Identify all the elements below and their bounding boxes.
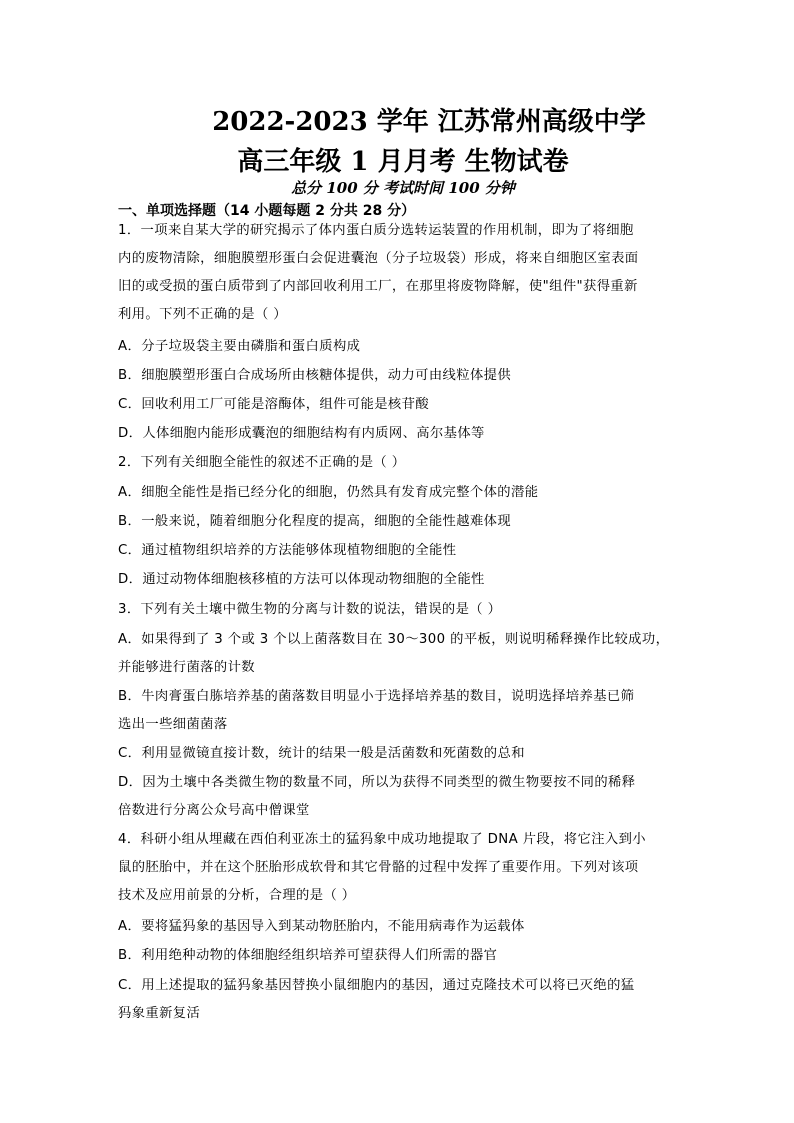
question-4-option-c-cont: 犸象重新复活: [118, 1006, 201, 1021]
question-4-option-c: C．用上述提取的猛犸象基因替换小鼠细胞内的基因，通过克隆技术可以将已灭绝的猛: [118, 978, 635, 993]
question-1-option-c: C．回收利用工厂可能是溶酶体，组件可能是核苷酸: [118, 397, 430, 412]
question-4-stem: 鼠的胚胎中，并在这个胚胎形成软骨和其它骨骼的过程中发挥了重要作用。下列对该项: [118, 860, 639, 875]
question-2-option-c: C．通过植物组织培养的方法能够体现植物细胞的全能性: [118, 543, 457, 558]
question-3-option-a: A．如果得到了 3 个或 3 个以上菌落数目在 30～300 的平板，则说明稀释操作比较成功，: [118, 632, 670, 647]
exam-title-line1: 2022-2023 学年 江苏常州高级中学: [212, 107, 646, 137]
question-1-option-a: A．分子垃圾袋主要由磷脂和蛋白质构成: [118, 339, 361, 354]
question-4-stem: 4．科研小组从埋藏在西伯利亚冻土的猛犸象中成功地提取了 DNA 片段，将它注入到小: [118, 832, 646, 847]
question-3-option-c: C．利用显微镜直接计数，统计的结果一般是活菌数和死菌数的总和: [118, 746, 525, 761]
question-2-stem: 2．下列有关细胞全能性的叙述不正确的是（ ）: [118, 455, 406, 470]
question-3-stem: 3．下列有关土壤中微生物的分离与计数的说法，错误的是（ ）: [118, 602, 502, 617]
exam-subtitle: 总分 100 分 考试时间 100 分钟: [291, 179, 515, 197]
question-4-option-b: B．利用绝种动物的体细胞经组织培养可望获得人们所需的器官: [118, 948, 498, 963]
question-3-option-b-cont: 选出一些细菌菌落: [118, 717, 228, 732]
question-4-option-a: A．要将猛犸象的基因导入到某动物胚胎内，不能用病毒作为运载体: [118, 919, 525, 934]
question-1-line: 内的废物清除，细胞膜塑形蛋白会促进囊泡（分子垃圾袋）形成，将来自细胞区室表面: [118, 251, 639, 266]
question-3-option-b: B．牛肉膏蛋白胨培养基的菌落数目明显小于选择培养基的数目，说明选择培养基已筛: [118, 689, 635, 704]
question-3-option-d: D．因为土壤中各类微生物的数量不同，所以为获得不同类型的微生物要按不同的稀释: [118, 775, 636, 790]
question-1-line: 旧的或受损的蛋白质带到了内部回收利用工厂，在那里将废物降解，使"组件"获得重新: [118, 279, 638, 294]
exam-title-line2: 高三年级 1 月月考 生物试卷: [237, 147, 569, 177]
question-2-option-a: A．细胞全能性是指已经分化的细胞，仍然具有发育成完整个体的潜能: [118, 485, 539, 500]
section-heading: 一、单项选择题（14 小题每题 2 分共 28 分）: [118, 203, 416, 219]
question-3-option-d-cont: 倍数进行分离公众号高中僧课堂: [118, 803, 310, 818]
question-1-option-b: B．细胞膜塑形蛋白合成场所由核糖体提供，动力可由线粒体提供: [118, 368, 512, 383]
question-4-stem: 技术及应用前景的分析，合理的是（ ）: [118, 888, 356, 903]
question-1-line: 1．一项来自某大学的研究揭示了体内蛋白质分选转运装置的作用机制，即为了将细胞: [118, 223, 634, 238]
question-1-line: 利用。下列不正确的是（ ）: [118, 307, 287, 322]
question-1-option-d: D．人体细胞内能形成囊泡的细胞结构有内质网、高尔基体等: [118, 426, 485, 441]
question-2-option-d: D．通过动物体细胞核移植的方法可以体现动物细胞的全能性: [118, 572, 485, 587]
question-2-option-b: B．一般来说，随着细胞分化程度的提高，细胞的全能性越难体现: [118, 514, 512, 529]
question-3-option-a-cont: 并能够进行菌落的计数: [118, 660, 255, 675]
